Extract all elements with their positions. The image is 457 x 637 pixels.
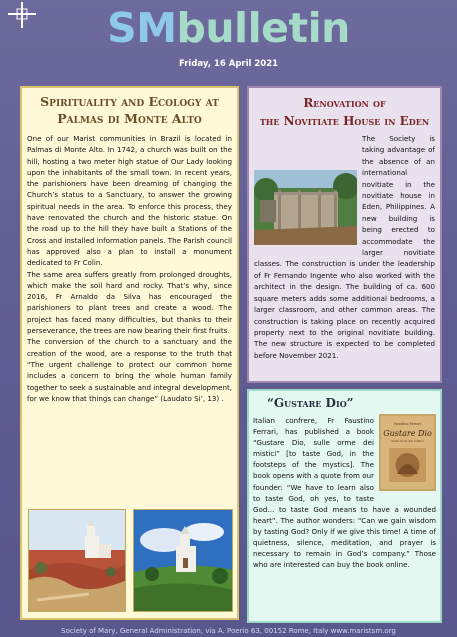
- paragraph: The conversion of the church to a sanctuary and the creation of the wood, are a response to the truth that “The urgent challenge to protect our common home includes a concern to bring the whole human family together to seek a sustainable and integral development, for we know that things can change” (Laudato Si’, 13) .: [27, 337, 232, 403]
- svg-text:Gustare Dio: Gustare Dio: [383, 429, 432, 438]
- book-cover-image: [379, 414, 436, 494]
- construction-site-photo: [254, 170, 357, 248]
- masthead-title: SMbulletin: [107, 4, 350, 52]
- article-body: Faustino Ferrari Gustare Dio Sulle orme dei mistici Italian confrere, Fr Faustino Ferrari, has published a book “Gustare Dio, sulle orme dei mistici” [to taste God, in the footsteps of the mystics]. The book opens with a quote from our founder: “We have to learn also to taste God, oh yes, to taste God… to taste God means to have a wounded heart”. The author wonders: “Can we gain wisdom by tasting God? Only if we give this time! A time of quietness, silence, meditation, and prayer is necessary to remain in God’s company.” Those who are interested can buy the book online.: [253, 416, 436, 570]
- hilltop-church-photo: [133, 509, 233, 612]
- article-title: “Gustare Dio”: [267, 396, 354, 410]
- article-title: Spirituality and Ecology at Palmas di Monte Alto: [40, 94, 219, 126]
- footer-address: Society of Mary, General Administration, via A. Poerio 63, 00152 Rome, Italy www.maristsm.org: [61, 627, 396, 635]
- church-on-hill-photo: [28, 509, 126, 612]
- article-title: Renovation of the Novitiate House in Eden: [259, 96, 430, 128]
- article-body: The Society is taking advantage of the absence of an international novitiate in the novitiate house in Eden, Philippines. A new building is being erected to accommodate the larger novitiate classes. The construction is under the leadership of Fr Fernando Ingente who also worked with the architect in the design. The building of ca. 600 square meters adds some additional bedrooms, a larger classroom, and other common areas. The construction is taking place on recently acquired property next to the original novitiate building. The new structure is expected to be completed before November 2021.: [254, 134, 435, 360]
- article-gustare-dio: [247, 389, 442, 623]
- svg-text:Sulle orme dei mistici: Sulle orme dei mistici: [391, 439, 424, 443]
- issue-date: Friday, 16 April 2021: [178, 59, 279, 69]
- article-spirituality-ecology: [20, 86, 239, 620]
- paragraph: The same area suffers greatly from prolonged droughts, which make the soil hard and rocky. That’s why, since 2016, Fr Arnaldo da Silva has encouraged the parishioners to plant trees and create a wood. The project has faced many difficulties, but thanks to their perseverance, the trees are now bearing their first fruits.: [27, 269, 232, 336]
- svg-text:Faustino Ferrari: Faustino Ferrari: [393, 422, 422, 426]
- paragraph: One of our Marist communities in Brazil is located in Palmas di Monte Alto. In 1742, a church was built on the hill, hosting a two meter high statue of Our Lady looking upon the inhabitants of the small town. In recent years, the parishioners have been dreaming of changing the Church’s status to a Sanctuary, to answer the growing spiritual needs in the area. To enforce this process, they have renovated the church and the historic statue. On the road up to the hill they have built a Stations of the Cross and installed information panels. The Parish council has approved also a plan to install a monument dedicated to Fr Colin.: [27, 134, 232, 268]
- article-novitiate-renovation: [247, 86, 442, 383]
- photo-row: [28, 509, 233, 612]
- article-body: [22, 133, 237, 404]
